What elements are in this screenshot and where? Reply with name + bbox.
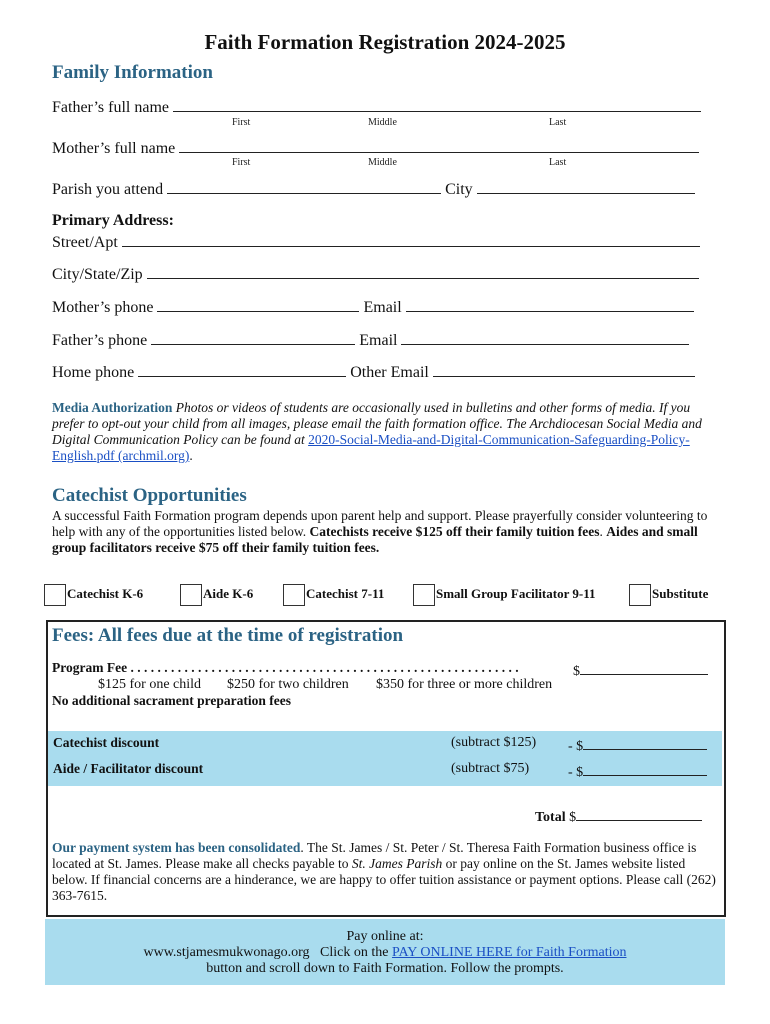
home-phone-label: Home phone	[52, 364, 135, 381]
checkbox[interactable]	[283, 584, 305, 606]
other-email-label: Other Email	[350, 364, 429, 381]
payment-text-1: . The St. James / St. Peter / St. Theresa Faith Formation business office is located at St. James. Please make all checks payable to	[52, 840, 697, 871]
aide-discount-field[interactable]	[583, 761, 707, 776]
minus-dollar: - $	[568, 739, 584, 754]
home-phone-row	[52, 362, 695, 382]
father-name-field[interactable]	[173, 97, 701, 112]
mother-last-caption: Last	[549, 157, 567, 168]
checkbox[interactable]	[44, 584, 66, 606]
media-end: .	[189, 448, 193, 463]
click-text: Click on the	[320, 945, 389, 960]
option-catechist-k6[interactable]	[44, 584, 143, 606]
pay-online-link[interactable]: PAY ONLINE HERE for Faith Formation	[391, 945, 627, 960]
program-fee-field[interactable]	[580, 660, 708, 675]
media-policy-link[interactable]: 2020-Social-Media-and-Digital-Communication-Safeguarding-Policy-English.pdf (archmil.org)	[52, 432, 690, 463]
family-information-heading: Family Information	[52, 62, 213, 83]
mother-phone-label: Mother’s phone	[52, 299, 154, 316]
city-label: City	[445, 181, 473, 198]
no-sacrament-fees: No additional sacrament preparation fees	[52, 693, 291, 708]
total-label: Total	[535, 810, 566, 825]
pay-online-line2	[45, 945, 725, 961]
mother-middle-caption: Middle	[368, 157, 397, 168]
mother-phone-row	[52, 297, 694, 317]
program-fee-amount	[573, 660, 708, 680]
street-label: Street/Apt	[52, 234, 118, 251]
father-first-caption: First	[232, 117, 251, 128]
mother-email-label: Email	[363, 299, 402, 316]
mother-name-row	[52, 138, 699, 158]
program-fee-label: Program Fee	[52, 660, 128, 675]
other-email-field[interactable]	[433, 362, 695, 377]
father-middle-caption: Middle	[368, 117, 397, 128]
mother-first-caption: First	[232, 157, 251, 168]
parish-label: Parish you attend	[52, 181, 164, 198]
mother-name-label: Mother’s full name	[52, 140, 176, 157]
rate-one-child: $125 for one child	[98, 677, 202, 692]
father-email-field[interactable]	[401, 330, 689, 345]
primary-address-label: Primary Address:	[52, 212, 174, 229]
pay-online-line1: Pay online at:	[346, 929, 424, 944]
option-small-group-facilitator[interactable]	[413, 584, 596, 606]
dollar-sign: $	[573, 664, 580, 679]
program-fee-leader: . . . . . . . . . . . . . . . . . . . . . . . . . . . . . . . . . . . . . . . . . . . . . . . . . . . . . . . . . .	[130, 660, 519, 675]
mother-phone-field[interactable]	[157, 297, 359, 312]
checkbox[interactable]	[629, 584, 651, 606]
fees-heading: Fees: All fees due at the time of registration	[52, 625, 404, 646]
father-phone-field[interactable]	[151, 330, 355, 345]
catechist-discount-note: Catechists receive $125 off their family tuition fees	[309, 524, 600, 539]
checkbox[interactable]	[180, 584, 202, 606]
option-catechist-7-11[interactable]	[283, 584, 384, 606]
minus-dollar: - $	[568, 765, 584, 780]
website-url: www.stjamesmukwonago.org	[143, 945, 310, 960]
option-aide-k6[interactable]	[180, 584, 253, 606]
city-field[interactable]	[477, 179, 695, 194]
option-label: Catechist K-6	[67, 585, 144, 601]
father-phone-label: Father’s phone	[52, 332, 148, 349]
dollar-sign: $	[569, 810, 577, 825]
father-name-row	[52, 97, 701, 117]
payment-heading: Our payment system has been consolidated	[52, 840, 301, 855]
aide-discount-label: Aide / Facilitator discount	[53, 761, 204, 776]
pay-online-line3: button and scroll down to Faith Formation. Follow the prompts.	[206, 961, 564, 976]
catechist-discount-field[interactable]	[583, 735, 707, 750]
total-field[interactable]	[576, 806, 702, 821]
aide-discount-note: Aides and small group facilitators receive $75 off their family tuition fees.	[52, 524, 698, 555]
father-name-label: Father’s full name	[52, 99, 170, 116]
citystatezip-field[interactable]	[147, 264, 699, 279]
catechist-opportunities-heading: Catechist Opportunities	[52, 485, 247, 506]
media-authorization	[52, 400, 720, 464]
media-authorization-heading: Media Authorization	[52, 400, 173, 415]
option-label: Small Group Facilitator 9-11	[436, 585, 596, 601]
catechist-intro-text: A successful Faith Formation program depends upon parent help and support. Please prayerfully consider volunteering to help with any of the opportunities listed below.	[52, 508, 708, 539]
father-phone-row	[52, 330, 689, 350]
aide-subtract: (subtract $75)	[451, 761, 530, 776]
pay-online-box	[45, 919, 725, 985]
option-substitute[interactable]	[629, 584, 708, 606]
parish-field[interactable]	[167, 179, 441, 194]
option-label: Catechist 7-11	[306, 585, 385, 601]
form-title: Faith Formation Registration 2024-2025	[204, 30, 566, 54]
catechist-discount-label: Catechist discount	[53, 735, 160, 750]
catechist-separator: .	[599, 524, 607, 539]
catechist-intro	[52, 508, 720, 556]
citystatezip-label: City/State/Zip	[52, 266, 143, 283]
mother-name-field[interactable]	[179, 138, 699, 153]
option-label: Substitute	[652, 585, 709, 601]
citystatezip-row	[52, 264, 699, 284]
parish-row	[52, 179, 695, 199]
media-authorization-text: Photos or videos of students are occasionally used in bulletins and other forms of media. If you prefer to opt-out your child from all images, please email the faith formation office. The Archdiocesan Social Media and Digital Communication Policy can be found at	[52, 400, 702, 447]
father-last-caption: Last	[549, 117, 567, 128]
rate-three-children: $350 for three or more children	[376, 677, 553, 692]
catechist-discount-amount	[568, 735, 707, 755]
home-phone-field[interactable]	[138, 362, 346, 377]
aide-discount-amount	[568, 761, 707, 781]
street-field[interactable]	[122, 232, 700, 247]
father-email-label: Email	[359, 332, 398, 349]
mother-email-field[interactable]	[406, 297, 694, 312]
total-row	[535, 806, 702, 826]
street-row	[52, 232, 700, 252]
payment-text-2: or pay online on the St. James website listed below. If financial concerns are a hinderance, we are happy to offer tuition assistance or payment options. Please call (262) 363-7615.	[52, 856, 716, 903]
catechist-subtract: (subtract $125)	[451, 735, 537, 750]
rate-two-children: $250 for two children	[227, 677, 349, 692]
payable-to: St. James Parish	[351, 856, 443, 871]
checkbox[interactable]	[413, 584, 435, 606]
option-label: Aide K-6	[203, 585, 254, 601]
payment-info	[52, 840, 718, 904]
program-fee-row	[52, 660, 519, 676]
